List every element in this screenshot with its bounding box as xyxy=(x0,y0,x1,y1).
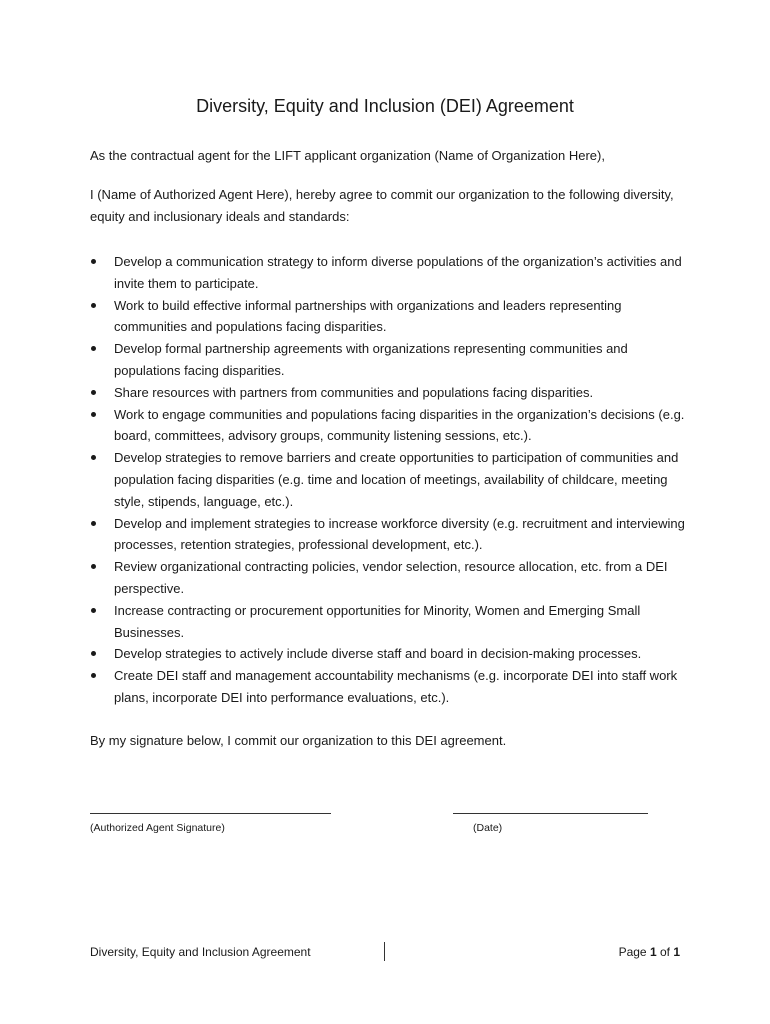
bullet-icon xyxy=(91,259,96,264)
list-item-text: Create DEI staff and management accountability mechanisms (e.g. incorporate DEI into staff work plans, incorporate DEI into performance evaluations, etc.). xyxy=(114,668,678,705)
list-item-text: Develop a communication strategy to inform diverse populations of the organization’s activities and invite them to participate. xyxy=(114,254,682,291)
bullet-icon xyxy=(91,651,96,656)
page-current: 1 xyxy=(649,945,657,959)
page-of: of xyxy=(656,945,674,959)
list-item-text: Develop formal partnership agreements with organizations representing communities and populations facing disparities. xyxy=(114,341,628,378)
list-item xyxy=(90,251,690,295)
list-item-text: Increase contracting or procurement opportunities for Minority, Women and Emerging Small Businesses. xyxy=(114,602,641,640)
list-item-text: Work to engage communities and populations facing disparities in the organization’s decisions (e.g. board, committees, advisory groups, community listening sessions, etc.). xyxy=(114,406,685,444)
page-footer xyxy=(90,942,690,962)
intro-paragraph: As the contractual agent for the LIFT applicant organization (Name of Organization Here), xyxy=(90,148,605,163)
list-item xyxy=(90,404,690,448)
bullet-icon xyxy=(91,390,96,395)
bullet-icon xyxy=(91,608,96,613)
list-item xyxy=(90,513,690,557)
list-item-text: Develop and implement strategies to increase workforce diversity (e.g. recruitment and interviewing processes, retention strategies, professional development, etc.). xyxy=(114,515,685,553)
dei-commitments-list xyxy=(90,251,690,709)
closing-statement: By my signature below, I commit our organization to this DEI agreement. xyxy=(90,733,507,748)
agent-signature-label: (Authorized Agent Signature) xyxy=(90,822,225,834)
list-item xyxy=(90,665,690,709)
document-title: Diversity, Equity and Inclusion (DEI) Agreement xyxy=(196,96,574,116)
agent-signature-line[interactable] xyxy=(90,813,331,814)
bullet-icon xyxy=(91,412,96,417)
list-item xyxy=(90,600,690,644)
list-item xyxy=(90,643,690,665)
footer-divider xyxy=(384,942,385,961)
list-item-text: Review organizational contracting policies, vendor selection, resource allocation, etc. from a DEI perspective. xyxy=(114,559,668,596)
list-item xyxy=(90,295,690,339)
bullet-icon xyxy=(91,564,96,569)
list-item-text: Work to build effective informal partnerships with organizations and leaders representing communities and populations facing disparities. xyxy=(114,297,622,335)
date-label: (Date) xyxy=(473,822,503,834)
bullet-icon xyxy=(91,455,96,460)
list-item-text: Develop strategies to remove barriers and create opportunities to participation of communities and population facing disparities (e.g. time and location of meetings, availability of childcare, meeting style, stipends, language, etc.). xyxy=(114,450,679,509)
bullet-icon xyxy=(91,521,96,526)
page-total: 1 xyxy=(673,945,680,959)
commitment-paragraph: I (Name of Authorized Agent Here), hereby agree to commit our organization to the following diversity, equity and inclusionary ideals and standards: xyxy=(90,187,674,224)
list-item xyxy=(90,382,690,404)
bullet-icon xyxy=(91,346,96,351)
list-item xyxy=(90,447,690,512)
page-number xyxy=(619,943,680,961)
date-signature-line[interactable] xyxy=(453,813,648,814)
page-prefix: Page xyxy=(618,945,650,959)
list-item xyxy=(90,338,690,382)
list-item-text: Develop strategies to actively include diverse staff and board in decision-making processes. xyxy=(114,646,642,662)
list-item xyxy=(90,556,690,600)
list-item-text: Share resources with partners from communities and populations facing disparities. xyxy=(114,384,594,400)
footer-document-name: Diversity, Equity and Inclusion Agreement xyxy=(90,945,311,959)
bullet-icon xyxy=(91,673,96,678)
bullet-icon xyxy=(91,303,96,308)
